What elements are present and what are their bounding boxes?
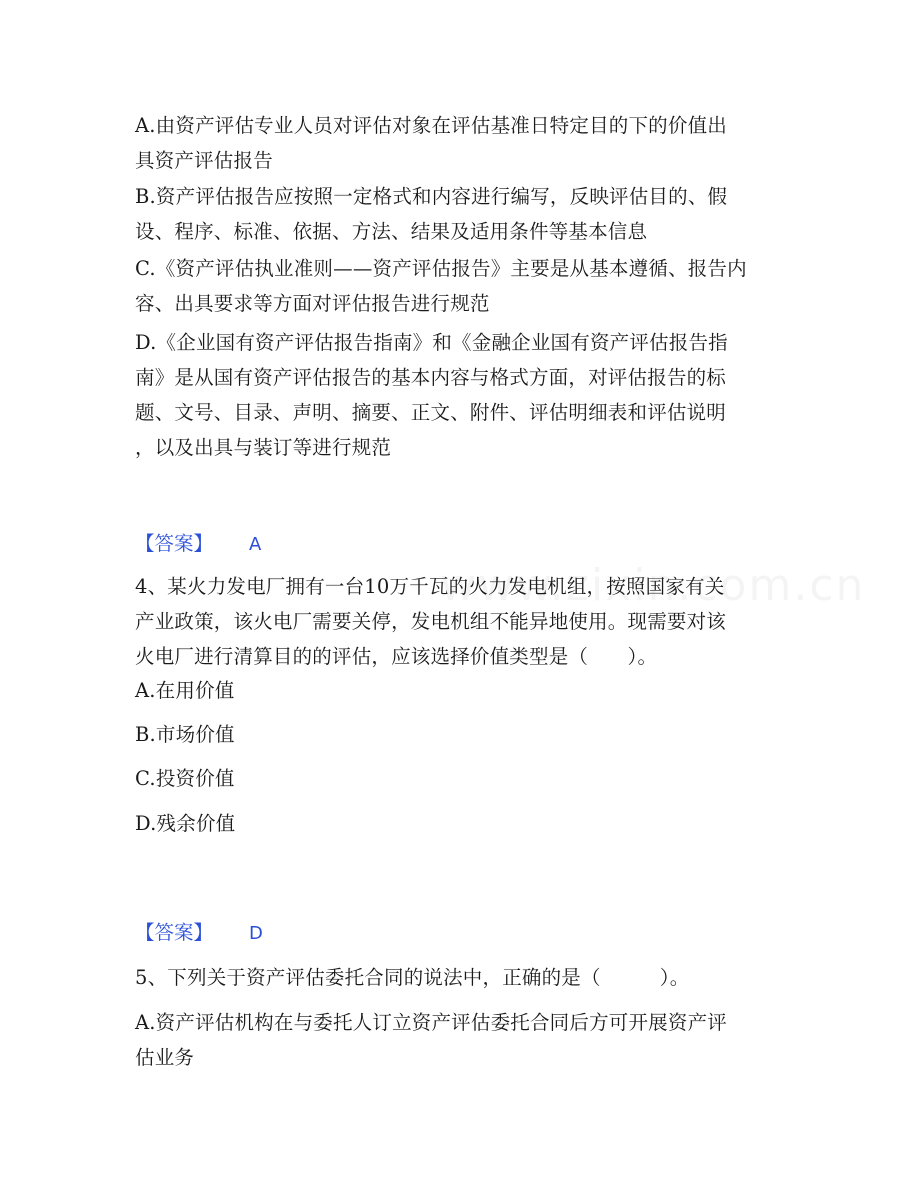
answer-value: A xyxy=(249,534,262,555)
answer-value: D xyxy=(249,923,263,944)
q5-option-a-line-2: 估业务 xyxy=(135,1046,195,1069)
q3-option-b-line-1: B.资产评估报告应按照一定格式和内容进行编写，反映评估目的、假 xyxy=(135,185,728,208)
q4-stem-line-2: 产业政策，该火电厂需要关停，发电机组不能异地使用。现需要对该 xyxy=(135,610,727,633)
q5-stem xyxy=(135,960,785,995)
q3-option-c xyxy=(135,251,785,321)
q4-option-a xyxy=(135,673,785,708)
answer-4 xyxy=(135,918,263,949)
q4-option-d xyxy=(135,806,785,841)
q3-option-c-line-1: C.《资产评估执业准则——资产评估报告》主要是从基本遵循、报告内 xyxy=(135,257,747,280)
q3-option-d-line-4: ，以及出具与装订等进行规范 xyxy=(135,436,392,459)
q5-option-a-line-1: A.资产评估机构在与委托人订立资产评估委托合同后方可开展资产评 xyxy=(135,1011,727,1034)
answer-tag: 【答案】 xyxy=(135,921,214,944)
q3-option-c-line-2: 容、出具要求等方面对评估报告进行规范 xyxy=(135,292,490,315)
q4-option-b xyxy=(135,717,785,752)
q5-stem-text: 5、下列关于资产评估委托合同的说法中，正确的是（ ）。 xyxy=(135,966,690,989)
answer-tag: 【答案】 xyxy=(135,532,214,555)
q3-option-d-line-2: 南》是从国有资产评估报告的基本内容与格式方面，对评估报告的标 xyxy=(135,366,727,389)
q3-option-d xyxy=(135,325,785,465)
q3-option-b xyxy=(135,179,785,249)
q4-option-b-text: B.市场价值 xyxy=(135,723,235,746)
q3-option-a-line-2: 具资产评估报告 xyxy=(135,149,273,172)
q3-option-b-line-2: 设、程序、标准、依据、方法、结果及适用条件等基本信息 xyxy=(135,220,648,243)
q4-option-d-text: D.残余价值 xyxy=(135,812,236,835)
q4-stem-line-1: 4、某火力发电厂拥有一台10万千瓦的火力发电机组，按照国家有关 xyxy=(135,575,725,598)
q3-option-d-line-1: D.《企业国有资产评估报告指南》和《金融企业国有资产评估报告指 xyxy=(135,331,728,354)
q4-option-c xyxy=(135,761,785,796)
q4-stem-line-3: 火电厂进行清算目的的评估，应该选择价值类型是（ ）。 xyxy=(135,645,658,668)
q5-option-a xyxy=(135,1005,785,1075)
answer-3 xyxy=(135,529,261,560)
q3-option-a-line-1: A.由资产评估专业人员对评估对象在评估基准日特定目的下的价值出 xyxy=(135,114,727,137)
q4-stem xyxy=(135,569,785,674)
q4-option-c-text: C.投资价值 xyxy=(135,767,235,790)
q4-option-a-text: A.在用价值 xyxy=(135,679,235,702)
q3-option-d-line-3: 题、文号、目录、声明、摘要、正文、附件、评估明细表和评估说明 xyxy=(135,401,727,424)
q3-option-a xyxy=(135,108,785,178)
